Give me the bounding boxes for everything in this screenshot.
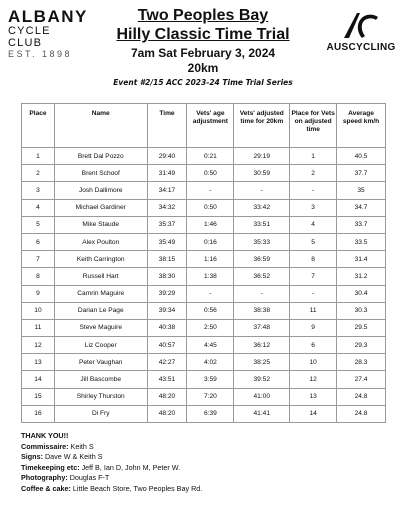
cell-age-adjustment: 6:39 xyxy=(187,405,234,422)
thanks-lines xyxy=(21,442,401,495)
table-row xyxy=(22,371,386,388)
cell-name: Steve Maguire xyxy=(54,319,147,336)
header-average-speed: Average speed km/h xyxy=(337,104,386,148)
club-logo-line3: EST. 1898 xyxy=(8,49,73,59)
cell-average-speed: 33.7 xyxy=(337,216,386,233)
cell-vets-place: 3 xyxy=(290,199,337,216)
cell-time: 40:57 xyxy=(147,337,187,354)
table-row xyxy=(22,268,386,285)
cell-average-speed: 24.8 xyxy=(337,388,386,405)
cell-name: Shirley Thurston xyxy=(54,388,147,405)
header-name: Name xyxy=(54,104,147,148)
cell-vets-place: 14 xyxy=(290,405,337,422)
cell-age-adjustment: 0:50 xyxy=(187,165,234,182)
cell-vets-place: 8 xyxy=(290,251,337,268)
cell-time: 48:20 xyxy=(147,388,187,405)
cell-place: 12 xyxy=(22,337,55,354)
cell-place: 14 xyxy=(22,371,55,388)
cell-time: 42:27 xyxy=(147,354,187,371)
cell-name: Keith Carrington xyxy=(54,251,147,268)
cell-age-adjustment: 1:16 xyxy=(187,251,234,268)
cell-age-adjustment: - xyxy=(187,182,234,199)
cell-place: 7 xyxy=(22,251,55,268)
cell-adjusted-time: - xyxy=(234,285,290,302)
cell-place: 13 xyxy=(22,354,55,371)
cell-place: 8 xyxy=(22,268,55,285)
thanks-line-label: Photography: xyxy=(21,473,68,483)
cell-vets-place: 5 xyxy=(290,233,337,250)
title-line1: Two Peoples Bay xyxy=(137,7,269,24)
auscycling-logo-icon xyxy=(341,10,381,40)
cell-age-adjustment: 0:21 xyxy=(187,148,234,165)
cell-time: 34:17 xyxy=(147,182,187,199)
cell-average-speed: 30.3 xyxy=(337,302,386,319)
cell-name: Mike Staude xyxy=(54,216,147,233)
cell-name: Russell Hart xyxy=(54,268,147,285)
cell-name: Jill Bascombe xyxy=(54,371,147,388)
thanks-line-label: Timekeeping etc: xyxy=(21,462,80,472)
cell-age-adjustment: 1:38 xyxy=(187,268,234,285)
table-row xyxy=(22,405,386,422)
results-body xyxy=(22,148,386,423)
thanks-line-value: Dave W & Keith S xyxy=(42,452,103,462)
cell-place: 9 xyxy=(22,285,55,302)
cell-time: 43:51 xyxy=(147,371,187,388)
cell-age-adjustment: - xyxy=(187,285,234,302)
cell-adjusted-time: 35:33 xyxy=(234,233,290,250)
cell-average-speed: 31.4 xyxy=(337,251,386,268)
table-row xyxy=(22,251,386,268)
table-row xyxy=(22,388,386,405)
cell-average-speed: 35 xyxy=(337,182,386,199)
thanks-line-value: Jeff B, Ian D, John M, Peter W. xyxy=(79,462,181,472)
club-logo-line2: CYCLE CLUB xyxy=(8,25,51,49)
cell-average-speed: 33.5 xyxy=(337,233,386,250)
header-time: Time xyxy=(147,104,187,148)
cell-adjusted-time: 41:41 xyxy=(234,405,290,422)
cell-time: 40:38 xyxy=(147,319,187,336)
cell-age-adjustment: 0:50 xyxy=(187,199,234,216)
cell-average-speed: 24.8 xyxy=(337,405,386,422)
cell-adjusted-time: 41:00 xyxy=(234,388,290,405)
cell-time: 34:32 xyxy=(147,199,187,216)
cell-vets-place: 9 xyxy=(290,319,337,336)
cell-name: Brent Schoof xyxy=(54,165,147,182)
cell-vets-place: 1 xyxy=(290,148,337,165)
cell-age-adjustment: 3:59 xyxy=(187,371,234,388)
thanks-line xyxy=(21,452,401,463)
cell-adjusted-time: 36:59 xyxy=(234,251,290,268)
table-row xyxy=(22,216,386,233)
cell-time: 38:15 xyxy=(147,251,187,268)
thanks-line xyxy=(21,473,401,484)
cell-time: 31:49 xyxy=(147,165,187,182)
cell-place: 6 xyxy=(22,233,55,250)
cell-place: 5 xyxy=(22,216,55,233)
thanks-line-label: Signs: xyxy=(21,452,43,462)
cell-adjusted-time: 36:12 xyxy=(234,337,290,354)
cell-vets-place: 2 xyxy=(290,165,337,182)
cell-vets-place: 4 xyxy=(290,216,337,233)
table-row xyxy=(22,148,386,165)
cell-place: 4 xyxy=(22,199,55,216)
cell-name: Brett Dal Pozzo xyxy=(54,148,147,165)
cell-vets-place: 11 xyxy=(290,302,337,319)
cell-adjusted-time: 39:52 xyxy=(234,371,290,388)
cell-vets-place: 10 xyxy=(290,354,337,371)
cell-place: 11 xyxy=(22,319,55,336)
cell-name: Darian Le Page xyxy=(54,302,147,319)
cell-age-adjustment: 2:50 xyxy=(187,319,234,336)
cell-average-speed: 28.3 xyxy=(337,354,386,371)
cell-name: Peter Vaughan xyxy=(54,354,147,371)
thanks-section xyxy=(21,431,401,495)
cell-time: 38:30 xyxy=(147,268,187,285)
albany-cycle-club-logo xyxy=(8,8,88,59)
table-row xyxy=(22,199,386,216)
cell-place: 16 xyxy=(22,405,55,422)
table-row xyxy=(22,337,386,354)
cell-average-speed: 29.5 xyxy=(337,319,386,336)
cell-name: Camrin Maguire xyxy=(54,285,147,302)
cell-vets-place: - xyxy=(290,182,337,199)
table-row xyxy=(22,182,386,199)
cell-adjusted-time: 29:19 xyxy=(234,148,290,165)
event-titles xyxy=(92,6,314,89)
cell-name: Di Fry xyxy=(54,405,147,422)
results-header-row xyxy=(22,104,386,148)
cell-average-speed: 30.4 xyxy=(337,285,386,302)
cell-average-speed: 29.3 xyxy=(337,337,386,354)
auscycling-brand-name: AUSCYCLING xyxy=(326,42,396,53)
thanks-line-label: Commissaire: xyxy=(21,441,69,451)
table-row xyxy=(22,285,386,302)
cell-name: Alex Poulton xyxy=(54,233,147,250)
cell-age-adjustment: 0:16 xyxy=(187,233,234,250)
results-table xyxy=(21,103,386,423)
event-datetime: 7am Sat February 3, 2024 xyxy=(130,46,276,60)
cell-time: 48:20 xyxy=(147,405,187,422)
thanks-line-value: Douglas F-T xyxy=(67,473,110,483)
cell-adjusted-time: 33:42 xyxy=(234,199,290,216)
header-place: Place xyxy=(22,104,55,148)
cell-place: 15 xyxy=(22,388,55,405)
cell-age-adjustment: 4:02 xyxy=(187,354,234,371)
cell-place: 3 xyxy=(22,182,55,199)
table-row xyxy=(22,302,386,319)
header-age-adjustment: Vets' age adjustment xyxy=(187,104,234,148)
cell-time: 35:49 xyxy=(147,233,187,250)
cell-place: 2 xyxy=(22,165,55,182)
cell-vets-place: 7 xyxy=(290,268,337,285)
cell-average-speed: 27.4 xyxy=(337,371,386,388)
thanks-line-value: Keith S xyxy=(68,441,94,451)
cell-average-speed: 34.7 xyxy=(337,199,386,216)
cell-adjusted-time: 33:51 xyxy=(234,216,290,233)
cell-adjusted-time: - xyxy=(234,182,290,199)
title-line2: Hilly Classic Time Trial xyxy=(116,26,290,43)
cell-time: 39:29 xyxy=(147,285,187,302)
header xyxy=(0,0,407,100)
cell-average-speed: 31.2 xyxy=(337,268,386,285)
thanks-line-label: Coffee & cake: xyxy=(21,483,71,493)
header-adjusted-time: Vets' adjusted time for 20km xyxy=(234,104,290,148)
cell-place: 1 xyxy=(22,148,55,165)
cell-vets-place: 12 xyxy=(290,371,337,388)
cell-vets-place: 6 xyxy=(290,337,337,354)
cell-name: Josh Dallimore xyxy=(54,182,147,199)
auscycling-logo xyxy=(322,10,400,53)
cell-average-speed: 37.7 xyxy=(337,165,386,182)
cell-adjusted-time: 37:48 xyxy=(234,319,290,336)
cell-adjusted-time: 30:59 xyxy=(234,165,290,182)
table-row xyxy=(22,233,386,250)
cell-time: 35:37 xyxy=(147,216,187,233)
cell-vets-place: - xyxy=(290,285,337,302)
event-distance: 20km xyxy=(187,61,219,75)
cell-time: 29:40 xyxy=(147,148,187,165)
event-series: Event #2/15 ACC 2023-24 Time Trial Series xyxy=(113,78,293,87)
table-row xyxy=(22,319,386,336)
cell-place: 10 xyxy=(22,302,55,319)
cell-adjusted-time: 38:38 xyxy=(234,302,290,319)
cell-age-adjustment: 0:56 xyxy=(187,302,234,319)
thanks-line xyxy=(21,484,401,495)
cell-age-adjustment: 4:45 xyxy=(187,337,234,354)
cell-vets-place: 13 xyxy=(290,388,337,405)
cell-adjusted-time: 36:52 xyxy=(234,268,290,285)
thanks-heading: THANK YOU!! xyxy=(21,431,69,440)
header-vets-place: Place for Vets on adjusted time xyxy=(290,104,337,148)
table-row xyxy=(22,165,386,182)
cell-adjusted-time: 38:25 xyxy=(234,354,290,371)
thanks-line xyxy=(21,463,401,474)
thanks-line xyxy=(21,442,401,453)
cell-name: Liz Cooper xyxy=(54,337,147,354)
cell-age-adjustment: 7:20 xyxy=(187,388,234,405)
cell-average-speed: 40.5 xyxy=(337,148,386,165)
table-row xyxy=(22,354,386,371)
thanks-line-value: Little Beach Store, Two Peoples Bay Rd. xyxy=(70,483,203,493)
cell-time: 39:34 xyxy=(147,302,187,319)
cell-name: Michael Gardiner xyxy=(54,199,147,216)
club-logo-line1: ALBANY xyxy=(8,7,88,26)
cell-age-adjustment: 1:46 xyxy=(187,216,234,233)
